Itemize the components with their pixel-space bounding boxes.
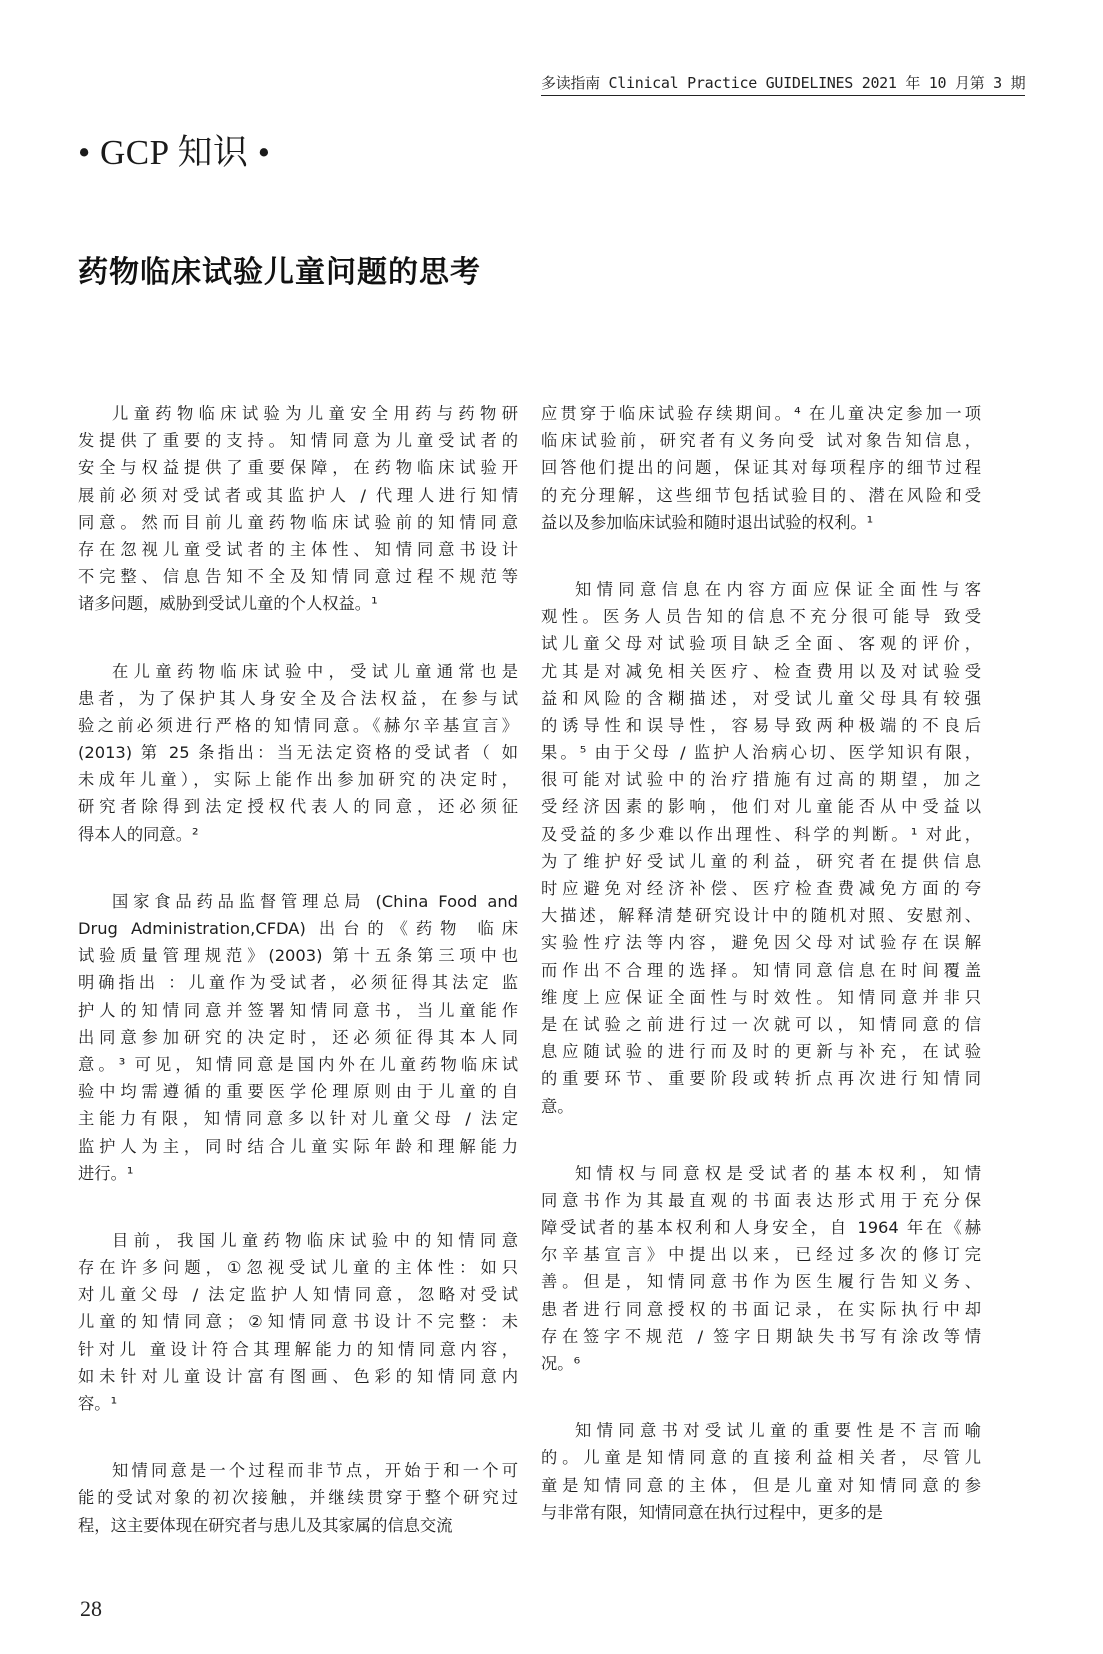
paragraph: [78, 658, 518, 848]
paragraph-gap: [78, 1417, 518, 1457]
paragraph-gap: [78, 1187, 518, 1227]
text-line: 如未针对儿童设计富有图画、色彩的知情同意内: [78, 1366, 518, 1386]
paragraph-gap: [541, 1377, 981, 1417]
text-line: 存在签字不规范 / 签字日期缺失书写有涂改等情: [541, 1326, 981, 1346]
text-line: 程，这主要体现在研究者与患儿及其家属的信息交流: [78, 1515, 453, 1535]
text-line: 研究者除得到法定授权代表人的同意，还必须征: [78, 797, 518, 817]
text-line: 诸多问题，威胁到受试儿童的个人权益。¹: [78, 594, 378, 614]
text-line: 进行。¹: [78, 1163, 134, 1183]
text-line: 患者，为了保护其人身安全及合法权益，在参与试: [78, 688, 518, 708]
text-line: 与非常有限，知情同意在执行过程中，更多的是: [541, 1502, 883, 1522]
text-line: 尔辛基宣言》中提出以来，已经过多次的修订完: [541, 1245, 981, 1265]
text-line: 意。³ 可见，知情同意是国内外在儿童药物临床试: [78, 1054, 518, 1074]
text-line: 应贯穿于临床试验存续期间。⁴ 在儿童决定参加一项: [541, 404, 981, 423]
text-line: 主能力有限，知情同意多以针对儿童父母 / 法定: [78, 1109, 518, 1129]
text-line: 时应避免对经济补偿、医疗检查费减免方面的夸: [541, 879, 981, 898]
text-line: 能的受试对象的初次接触，并继续贯穿于整个研究过: [78, 1488, 518, 1508]
text-line: 善。但是，知情同意书作为医生履行告知义务、: [541, 1272, 981, 1292]
text-line: 况。⁶: [541, 1354, 581, 1373]
text-line: 国家食品药品监督管理总局 (China Food and: [112, 891, 518, 911]
paragraph: [78, 1457, 518, 1539]
paragraph: [78, 888, 518, 1187]
text-line: 尤其是对减免相关医疗、检查费用以及对试验受: [541, 661, 981, 681]
text-line: 受经济因素的影响，他们对儿童能否从中受益以: [541, 797, 981, 817]
text-line: 知情同意书对受试儿童的重要性是不言而喻: [575, 1421, 981, 1441]
text-line: 对儿童父母 / 法定监护人知情同意，忽略对受试: [78, 1285, 518, 1305]
paragraph: [541, 576, 981, 1120]
paragraph: [78, 400, 518, 618]
article-title: 药物临床试验儿童问题的思考: [78, 255, 481, 290]
text-line: 果。⁵ 由于父母 / 监护人治病心切、医学知识有限，: [541, 743, 981, 763]
text-line: 是在试验之前进行过一次就可以，知情同意的信: [541, 1014, 981, 1034]
text-line: 大描述，解释清楚研究设计中的随机对照、安慰剂、: [541, 906, 981, 926]
text-line: 得本人的同意。²: [78, 824, 199, 844]
text-line: 的充分理解，这些细节包括试验目的、潜在风险和受: [541, 485, 981, 505]
text-line: 维度上应保证全面性与时效性。知情同意并非只: [541, 987, 981, 1007]
paragraph: [541, 1417, 981, 1526]
text-line: 的。儿童是知情同意的直接利益相关者，尽管儿: [541, 1448, 981, 1468]
text-line: 知情同意是一个过程而非节点，开始于和一个可: [112, 1461, 518, 1481]
text-line: 发提供了重要的支持。知情同意为儿童受试者的: [78, 431, 518, 451]
text-line: 存在忽视儿童受试者的主体性、知情同意书设计: [78, 539, 518, 559]
paragraph-gap: [78, 618, 518, 658]
text-line: 息应随试验的进行而及时的更新与补充，在试验: [541, 1042, 981, 1062]
right-column: [541, 400, 981, 1526]
text-line: 益以及参加临床试验和随时退出试验的权利。¹: [541, 512, 874, 532]
text-line: 的诱导性和误导性，容易导致两种极端的不良后: [541, 715, 981, 735]
paragraph-gap: [541, 536, 981, 576]
text-line: (2013) 第 25 条指出：当无法定资格的受试者（ 如: [78, 743, 518, 763]
text-line: 验中均需遵循的重要医学伦理原则由于儿童的自: [78, 1082, 518, 1102]
text-line: Drug Administration,CFDA) 出台的《药物 临床: [78, 919, 518, 938]
text-line: 同意书作为其最直观的书面表达形式用于充分保: [541, 1190, 981, 1210]
running-header: 多读指南 Clinical Practice GUIDELINES 2021 年 10 月第 3 期: [541, 72, 1025, 96]
text-line: 目前，我国儿童药物临床试验中的知情同意: [112, 1230, 518, 1250]
text-line: 实验性疗法等内容，避免因父母对试验存在误解: [541, 933, 981, 953]
text-line: 儿童药物临床试验为儿童安全用药与药物研: [112, 404, 518, 423]
paragraph: [541, 1160, 981, 1378]
text-line: 儿童的知情同意；②知情同意书设计不完整：未: [78, 1312, 518, 1332]
text-line: 临床试验前，研究者有义务向受 试对象告知信息，: [541, 431, 981, 451]
text-line: 安全与权益提供了重要保障，在药物临床试验开: [78, 458, 518, 478]
text-line: 障受试者的基本权利和人身安全，自 1964 年在《赫: [541, 1218, 981, 1238]
text-line: 患者进行同意授权的书面记录，在实际执行中却: [541, 1299, 981, 1319]
text-line: 针对儿 童设计符合其理解能力的知情同意内容，: [78, 1339, 518, 1359]
text-line: 试验质量管理规范》(2003) 第十五条第三项中也: [78, 946, 518, 966]
text-line: 及受益的多少难以作出理性、科学的判断。¹ 对此，: [541, 824, 981, 844]
text-line: 为了维护好受试儿童的利益，研究者在提供信息: [541, 851, 981, 871]
text-line: 知情同意信息在内容方面应保证全面性与客: [575, 579, 981, 599]
text-line: 试儿童父母对试验项目缺乏全面、客观的评价，: [541, 634, 981, 654]
left-column: [78, 400, 518, 1539]
text-line: 出同意参加研究的决定时，还必须征得其本人同: [78, 1027, 518, 1047]
text-line: 未成年儿童），实际上能作出参加研究的决定时，: [78, 770, 518, 790]
text-line: 知情权与同意权是受试者的基本权利，知情: [575, 1163, 981, 1183]
text-line: 益和风险的含糊描述，对受试儿童父母具有较强: [541, 688, 981, 708]
text-line: 回答他们提出的问题，保证其对每项程序的细节过程: [541, 458, 981, 478]
section-label: • GCP 知识 •: [78, 133, 271, 172]
text-line: 观性。医务人员告知的信息不充分很可能导 致受: [541, 607, 981, 627]
text-line: 很可能对试验中的治疗措施有过高的期望，加之: [541, 770, 981, 790]
text-line: 护人的知情同意并签署知情同意书，当儿童能作: [78, 1000, 518, 1020]
paragraph-gap: [78, 848, 518, 888]
text-line: 监护人为主，同时结合儿童实际年龄和理解能力: [78, 1136, 518, 1156]
text-line: 不完整、信息告知不全及知情同意过程不规范等: [78, 567, 518, 587]
text-line: 明确指出 ：儿童作为受试者，必须征得其法定 监: [78, 973, 518, 993]
text-line: 验之前必须进行严格的知情同意。《赫尔辛基宣言》: [78, 715, 518, 735]
text-line: 存在许多问题，①忽视受试儿童的主体性：如只: [78, 1258, 518, 1278]
text-line: 展前必须对受试者或其监护人 / 代理人进行知情: [78, 485, 518, 505]
text-line: 而作出不合理的选择。知情同意信息在时间覆盖: [541, 960, 981, 980]
text-line: 同意。然而目前儿童药物临床试验前的知情同意: [78, 512, 518, 532]
paragraph-gap: [541, 1120, 981, 1160]
text-line: 的重要环节、重要阶段或转折点再次进行知情同: [541, 1069, 981, 1089]
text-line: 在儿童药物临床试验中，受试儿童通常也是: [112, 661, 518, 681]
page-number: 28: [80, 1596, 102, 1621]
text-line: 童是知情同意的主体，但是儿童对知情同意的参: [541, 1475, 981, 1495]
paragraph: [78, 1227, 518, 1417]
text-line: 容。¹: [78, 1394, 118, 1413]
text-line: 意。: [541, 1096, 574, 1116]
paragraph: [541, 400, 981, 536]
